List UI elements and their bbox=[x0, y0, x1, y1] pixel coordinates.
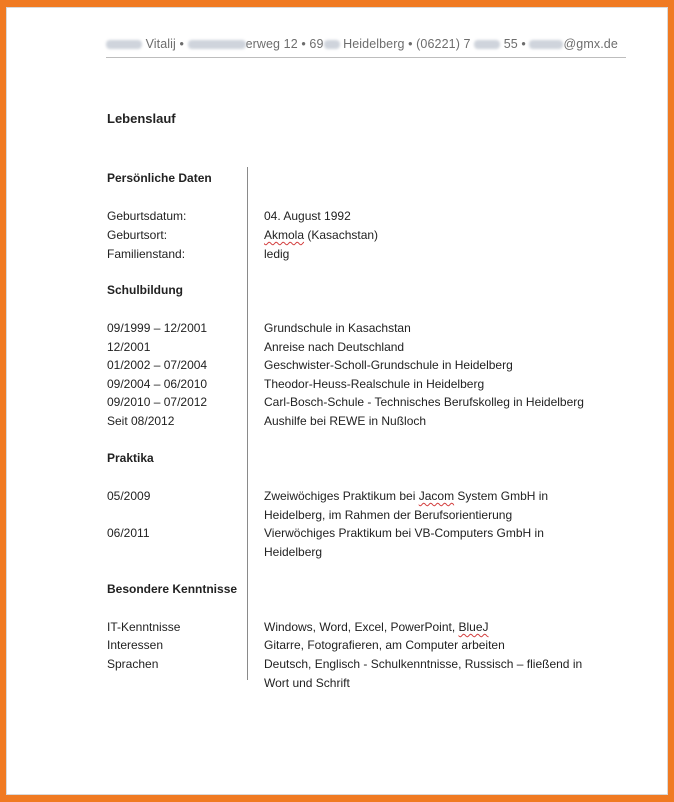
redacted-surname bbox=[106, 40, 142, 49]
value-birthplace bbox=[264, 226, 594, 245]
internship-1-spellcheck-word: Jacom bbox=[418, 489, 455, 503]
value-school-2: Anreise nach Deutschland bbox=[264, 340, 405, 354]
label-school-5: 09/2010 – 07/2012 bbox=[107, 395, 208, 409]
document-page bbox=[6, 7, 668, 795]
label-birthdate: Geburtsdatum: bbox=[107, 209, 187, 223]
value-birthdate: 04. August 1992 bbox=[264, 209, 351, 223]
value-marital-status: ledig bbox=[264, 247, 290, 261]
label-languages: Sprachen bbox=[107, 657, 159, 671]
header-email-domain: @gmx.de bbox=[563, 37, 618, 51]
redacted-phone bbox=[474, 40, 500, 49]
redacted-street bbox=[188, 40, 246, 49]
header-rule bbox=[106, 57, 626, 58]
languages-line-2: Wort und Schrift bbox=[264, 676, 350, 690]
birthplace-spellcheck-word: Akmola bbox=[264, 228, 305, 242]
internship-2-line-2: Heidelberg bbox=[264, 545, 323, 559]
value-languages bbox=[264, 655, 594, 693]
column-divider bbox=[247, 167, 248, 680]
label-birthplace: Geburtsort: bbox=[107, 228, 168, 242]
label-interests: Interessen bbox=[107, 638, 164, 652]
label-internship-2: 06/2011 bbox=[107, 526, 150, 540]
header-phone-end: 55 • bbox=[503, 37, 526, 51]
redacted-email-user bbox=[529, 40, 563, 49]
internship-2-line-1: Vierwöchiges Praktikum bei VB-Computers GmbH in bbox=[264, 526, 544, 540]
section-title-school: Schulbildung bbox=[107, 283, 183, 297]
header-name: Vitalij • bbox=[145, 37, 184, 51]
value-interests: Gitarre, Fotografieren, am Computer arbeiten bbox=[264, 638, 505, 652]
section-title-skills: Besondere Kenntnisse bbox=[107, 582, 238, 596]
value-school-1: Grundschule in Kasachstan bbox=[264, 321, 411, 335]
label-school-1: 09/1999 – 12/2001 bbox=[107, 321, 208, 335]
document-title: Lebenslauf bbox=[107, 111, 176, 126]
internship-1-line-2: Heidelberg, im Rahmen der Berufsorientierung bbox=[264, 508, 513, 522]
languages-line-1: Deutsch, Englisch - Schulkenntnisse, Russisch – fließend in bbox=[264, 657, 583, 671]
value-school-3: Geschwister-Scholl-Grundschule in Heidelberg bbox=[264, 358, 513, 372]
label-marital-status: Familienstand: bbox=[107, 247, 186, 261]
label-internship-1: 05/2009 bbox=[107, 489, 151, 503]
contact-header bbox=[106, 37, 626, 51]
label-school-2: 12/2001 bbox=[107, 340, 151, 354]
label-school-4: 09/2004 – 06/2010 bbox=[107, 377, 208, 391]
birthplace-rest: (Kasachstan) bbox=[304, 228, 379, 242]
value-school-4: Theodor-Heuss-Realschule in Heidelberg bbox=[264, 377, 485, 391]
label-school-6: Seit 08/2012 bbox=[107, 414, 175, 428]
header-city-phone: Heidelberg • (06221) 7 bbox=[343, 37, 471, 51]
it-skills-spellcheck-word: BlueJ bbox=[458, 620, 489, 634]
internship-1-line-1 bbox=[264, 487, 594, 506]
label-school-3: 01/2002 – 07/2004 bbox=[107, 358, 208, 372]
section-title-personal: Persönliche Daten bbox=[107, 171, 212, 185]
value-school-5: Carl-Bosch-Schule - Technisches Berufskolleg in Heidelberg bbox=[264, 395, 584, 409]
value-school-6: Aushilfe bei REWE in Nußloch bbox=[264, 414, 427, 428]
value-internship-2 bbox=[264, 524, 594, 562]
internship-1-text-post: System GmbH in bbox=[454, 489, 549, 503]
internship-1-text-pre: Zweiwöchiges Praktikum bei bbox=[264, 489, 419, 503]
redacted-zip bbox=[324, 40, 340, 49]
header-street: erweg 12 • 69 bbox=[245, 37, 324, 51]
value-it-skills bbox=[264, 618, 594, 637]
it-skills-text: Windows, Word, Excel, PowerPoint, bbox=[264, 620, 459, 634]
label-it-skills: IT-Kenntnisse bbox=[107, 620, 181, 634]
value-internship-1 bbox=[264, 487, 594, 525]
section-title-internships: Praktika bbox=[107, 451, 154, 465]
